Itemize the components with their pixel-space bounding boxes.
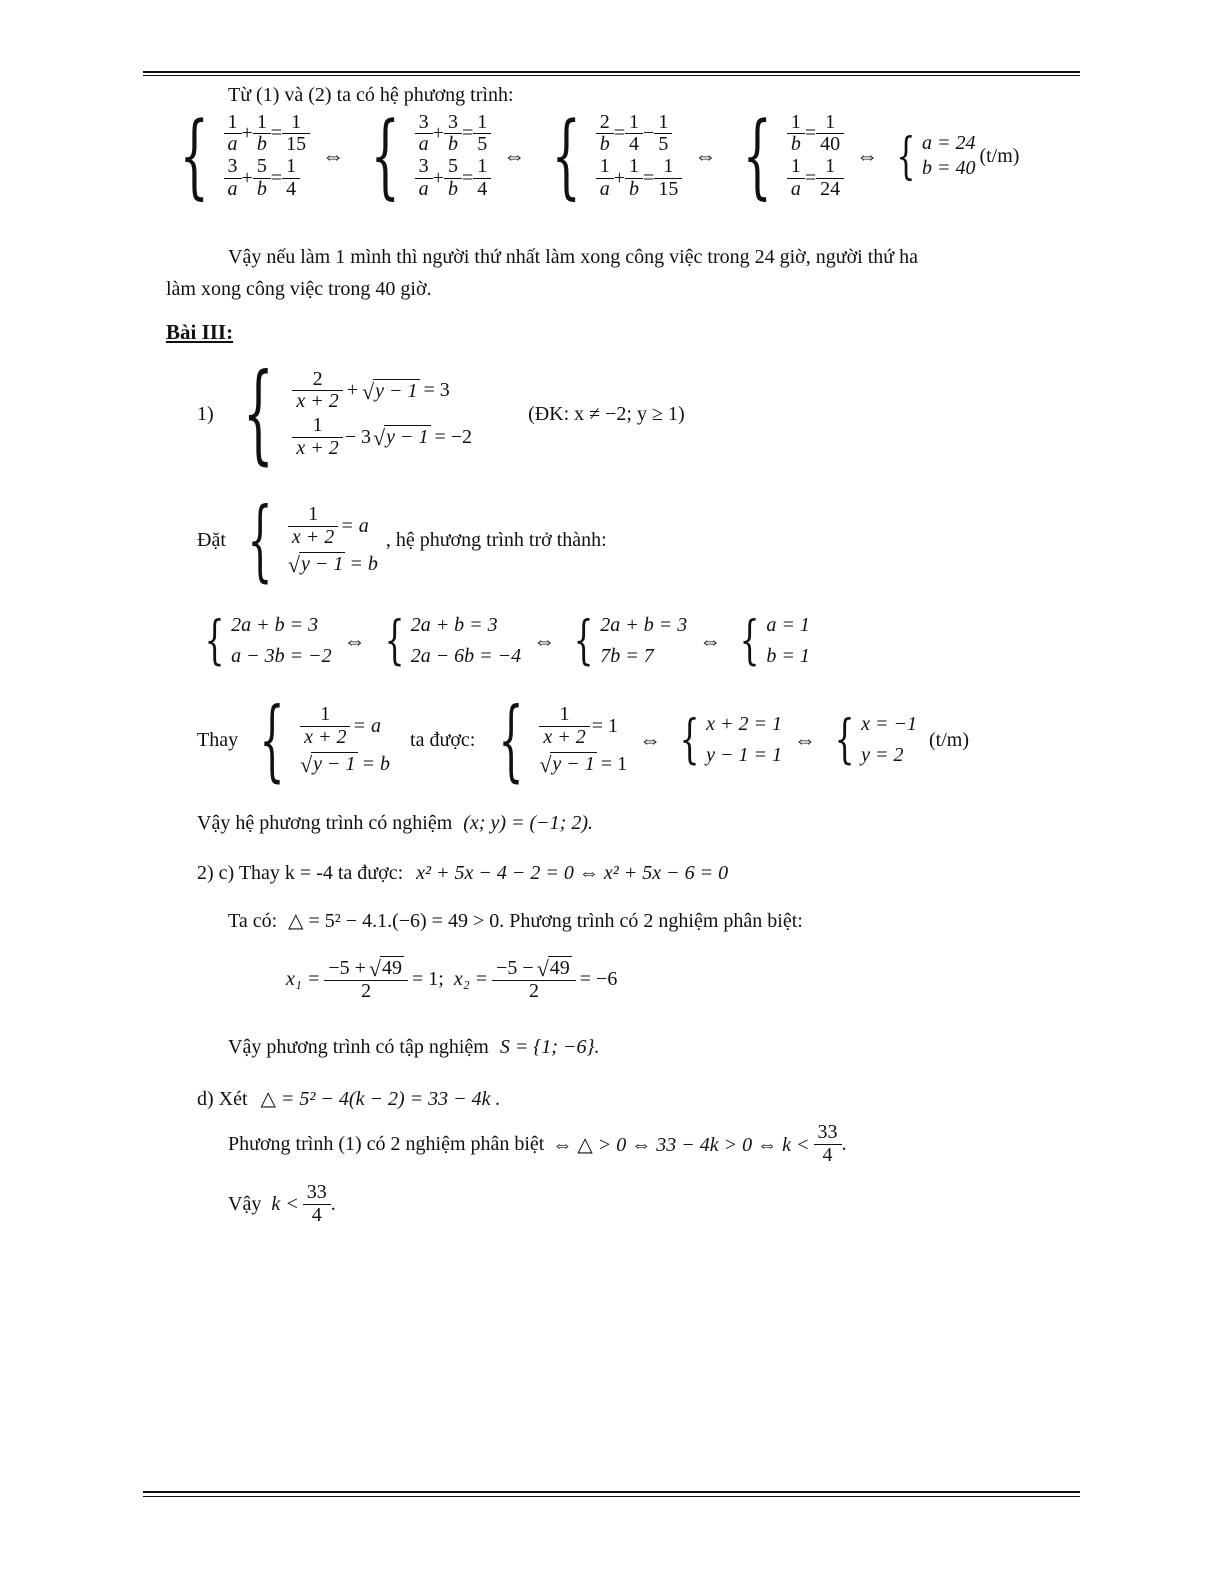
- system-2: { 2a + b = 3 a − 3b = −2 ⇔ { 2a + b = 3 2a − 6b = −4 ⇔ { 2a + b = 3 7b = 7 ⇔ { a = 1 b = 1: [204, 611, 810, 671]
- section-title: Bài III:: [166, 320, 234, 344]
- bottom-rule: [143, 1491, 1080, 1493]
- equiv-icon: ⇔: [794, 727, 817, 752]
- top-rule: [143, 71, 1080, 73]
- equiv-icon: ⇔: [503, 143, 526, 168]
- equiv-icon: ⇔: [322, 143, 345, 168]
- sys1-tm: (t/m): [979, 144, 1020, 167]
- bottom-rule-thin: [143, 1496, 1080, 1497]
- conclusion-1: Vậy nếu làm 1 mình thì người thứ nhất làm xong công việc trong 24 giờ, người thứ ha: [228, 246, 918, 268]
- equiv-icon: ⇔: [343, 628, 366, 653]
- equiv-icon: ⇔: [639, 727, 662, 752]
- sys1-part3: { $\frac{2}{b}$ = $\frac{1}{4}$ − $\frac{1}{5}$ $\frac{1}{a}$ + $\frac{1}{b}$ = $\frac{1}{15}$: [537, 110, 682, 202]
- part-c-solution-set: Vậy phương trình có tập nghiệm S = {1; −6}.: [228, 1036, 600, 1058]
- equiv-icon: ⇔: [533, 628, 556, 653]
- equiv-icon: ⇔: [694, 143, 717, 168]
- equiv-icon: ⇔: [699, 628, 722, 653]
- sys1-part4: { $\frac{1}{b}$ = $\frac{1}{40}$ $\frac{1}{a}$ = $\frac{1}{24}$: [728, 110, 844, 202]
- conclusion-1b: làm xong công việc trong 40 giờ.: [166, 278, 432, 300]
- system-1: [163, 102, 1020, 209]
- problem-1: 1) { $\frac{2}{x + 2}$ + √ y − 1 = 3 $\frac{1}{x + 2}$ − 3 √ y − 1 = −2 (ĐK: x ≠ −2; y ≥ 1): [197, 351, 685, 476]
- sys1-part1: { $\frac{1}{a}$ + $\frac{1}{b}$ = $\frac{1}{15}$ $\frac{3}{a}$ + $\frac{5}{b}$ = $\frac{1}{4}$: [165, 110, 310, 202]
- part-d-final: Vậy k < $\frac{33}{4}$ .: [228, 1181, 336, 1226]
- sys1-part2: { $\frac{3}{a}$ + $\frac{3}{b}$ = $\frac{1}{5}$ $\frac{3}{a}$ + $\frac{5}{b}$ = $\frac{1}{4}$: [356, 110, 491, 202]
- part-c-intro: 2) c) Thay k = -4 ta được: x² + 5x − 4 − 2 = 0 ⇔ x² + 5x − 6 = 0: [197, 862, 729, 884]
- part-d-condition: Phương trình (1) có 2 nghiệm phân biệt ⇔ △ > 0 ⇔ 33 − 4k > 0 ⇔ k < $\frac{33}{4}$ .: [228, 1121, 847, 1166]
- back-substitution: Thay { $\frac{1}{x + 2}$ = a √ y − 1 = b ta được: { $\frac{1}{x + 2}$ = 1 √ y − 1 = 1 ⇔ { x + 2 = 1 y − 1 = 1 ⇔ { x = −1 y = 2 (t/m): [197, 688, 970, 791]
- substitution: Đặt { $\frac{1}{x + 2}$ = a √ y − 1 = b , hệ phương trình trở thành:: [197, 488, 607, 591]
- part-d-intro: d) Xét △ = 5² − 4(k − 2) = 33 − 4k .: [197, 1088, 501, 1110]
- equiv-icon: ⇔: [856, 143, 879, 168]
- intro-text: Từ (1) và (2) ta có hệ phương trình:: [228, 84, 514, 106]
- sys1-part5: { a = 24 b = 40: [896, 127, 976, 185]
- top-rule-thin: [143, 75, 1080, 76]
- conclusion-2: Vậy hệ phương trình có nghiệm (x; y) = (−1; 2).: [197, 812, 593, 834]
- part-c-delta: Ta có: △ = 5² − 4.1.(−6) = 49 > 0. Phương trình có 2 nghiệm phân biệt:: [228, 910, 803, 932]
- part-c-roots: x₁ = −5 + √ 49 2 = 1; x₂ = −5 − √ 49 2 = −6: [286, 956, 618, 1002]
